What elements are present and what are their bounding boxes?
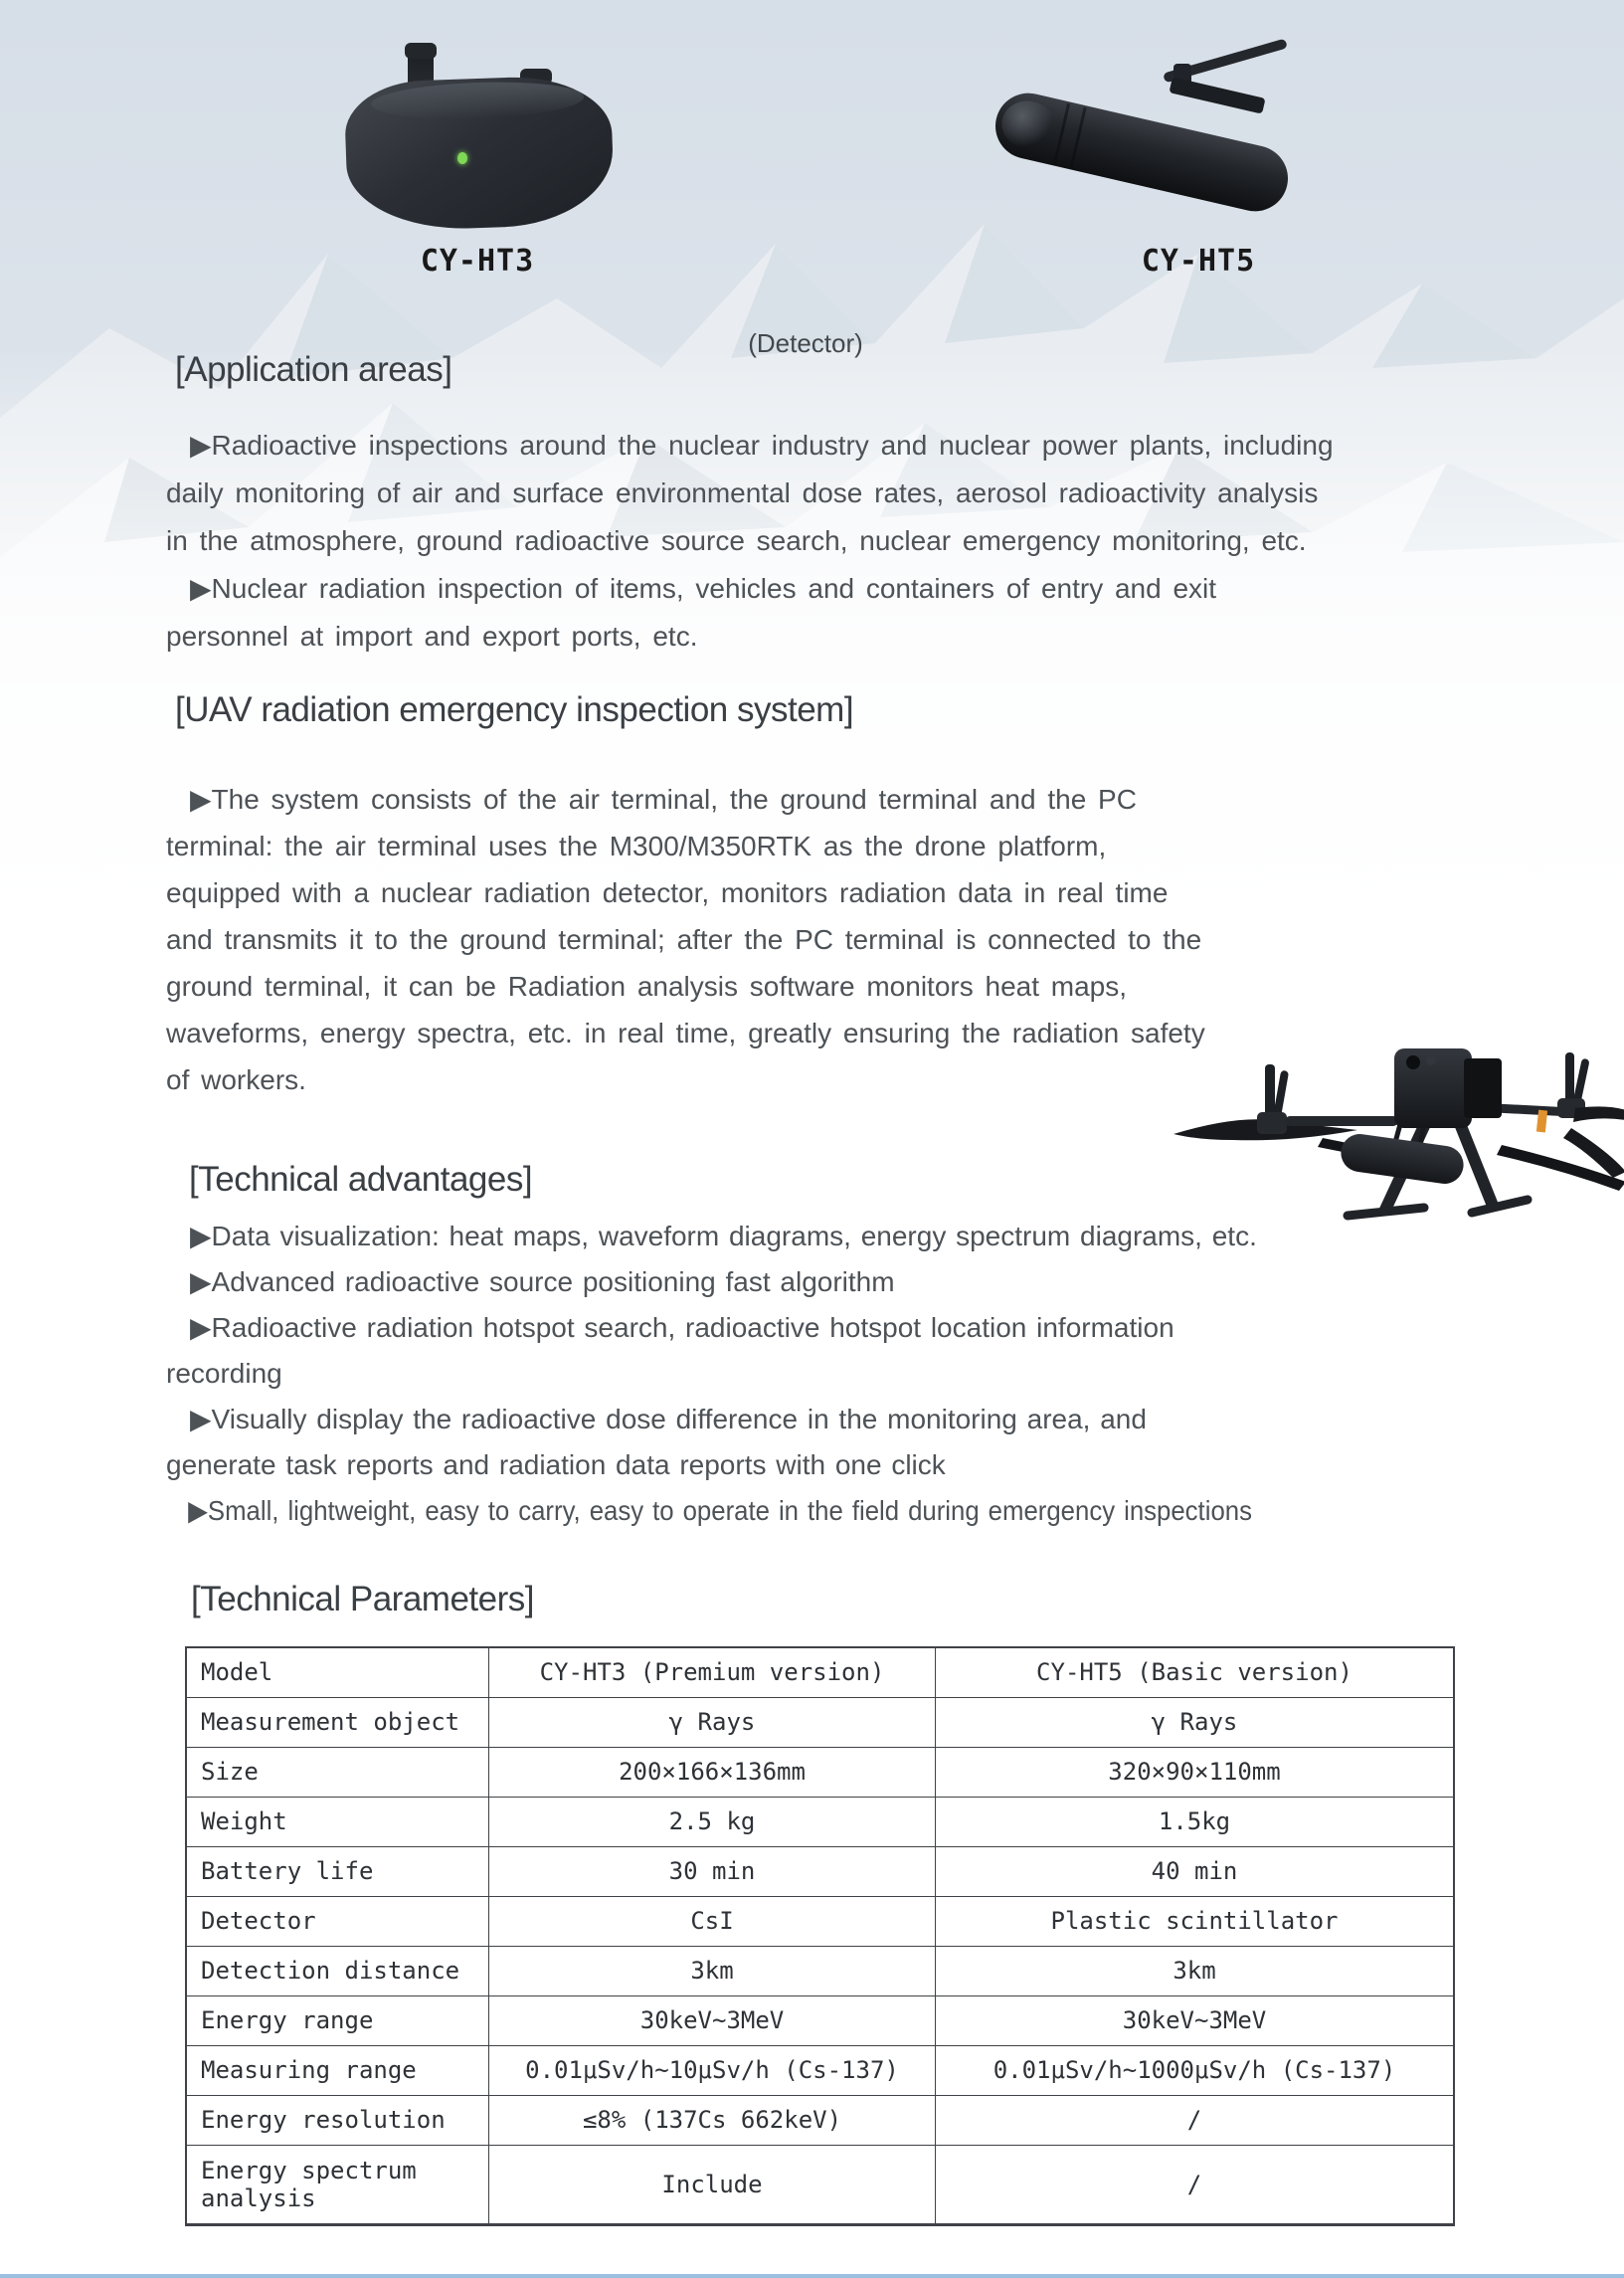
text-line: ▶Small, lightweight, easy to carry, easy to operate in the field during emergency inspections: [188, 1495, 1252, 1526]
text-line: and transmits it to the ground terminal; after the PC terminal is connected to the: [166, 924, 1202, 955]
text-line: ▶Nuclear radiation inspection of items, vehicles and containers of entry and exit: [190, 573, 1217, 604]
param-label: Measurement object: [186, 1697, 489, 1747]
text-line: terminal: the air terminal uses the M300/M350RTK as the drone platform,: [166, 831, 1107, 861]
text-line: ▶Radioactive radiation hotspot search, radioactive hotspot location information: [190, 1312, 1174, 1343]
table-body: [186, 1647, 1454, 2224]
text-line: ground terminal, it can be Radiation analysis software monitors heat maps,: [166, 971, 1128, 1002]
ht5-value: Plastic scintillator: [936, 1896, 1455, 1946]
cy-ht3-product-image: [346, 45, 613, 229]
technical-advantages-heading: [Technical advantages]: [189, 1160, 533, 1199]
ht5-value: 0.01μSv/h~1000μSv/h (Cs-137): [936, 2045, 1455, 2095]
text-line: ▶Data visualization: heat maps, waveform diagrams, energy spectrum diagrams, etc.: [190, 1221, 1257, 1251]
detector-note: (Detector): [748, 328, 863, 358]
table-row: [186, 1846, 1454, 1896]
table-row: [186, 2145, 1454, 2224]
table-row: [186, 1747, 1454, 1797]
technical-advantages-text: [166, 1214, 1347, 1534]
param-label: Energy spectrum analysis: [186, 2145, 489, 2224]
param-label: Detector: [186, 1896, 489, 1946]
text-line: recording: [166, 1358, 282, 1389]
ht5-value: 320×90×110mm: [936, 1747, 1455, 1797]
table-row: [186, 1995, 1454, 2045]
ht5-value: /: [936, 2095, 1455, 2145]
ht5-value: 40 min: [936, 1846, 1455, 1896]
uav-system-heading: [UAV radiation emergency inspection system]: [175, 690, 854, 729]
param-label: Size: [186, 1747, 489, 1797]
uav-system-text: [166, 776, 1205, 1103]
page-bottom-accent: [0, 2274, 1624, 2278]
application-areas-heading: [Application areas]: [175, 350, 452, 389]
param-label: Battery life: [186, 1846, 489, 1896]
param-label: Measuring range: [186, 2045, 489, 2095]
cy-ht5-label: CY-HT5: [1141, 244, 1256, 279]
text-line: of workers.: [166, 1064, 306, 1095]
text-line: equipped with a nuclear radiation detector, monitors radiation data in real time: [166, 877, 1169, 908]
ht5-value: /: [936, 2145, 1455, 2224]
detector-body: [343, 74, 615, 232]
table-row: [186, 1647, 1454, 1697]
ht5-value: 3km: [936, 1946, 1455, 1995]
ht3-value: γ Rays: [489, 1697, 936, 1747]
ht5-value: 30keV~3MeV: [936, 1995, 1455, 2045]
text-line: waveforms, energy spectra, etc. in real time, greatly ensuring the radiation safety: [166, 1018, 1205, 1048]
uav-drone-image: [1173, 1013, 1624, 1246]
application-areas-text: [166, 422, 1334, 661]
param-label: Detection distance: [186, 1946, 489, 1995]
ht3-value: 200×166×136mm: [489, 1747, 936, 1797]
ht3-value: CsI: [489, 1896, 936, 1946]
ht5-value: 1.5kg: [936, 1797, 1455, 1846]
cy-ht5-product-image: [985, 48, 1323, 242]
table-row: [186, 1896, 1454, 1946]
text-line: in the atmosphere, ground radioactive source search, nuclear emergency monitoring, etc.: [166, 525, 1307, 556]
text-line: ▶The system consists of the air terminal, the ground terminal and the PC: [190, 784, 1137, 815]
text-line: generate task reports and radiation data reports with one click: [166, 1449, 946, 1480]
param-label: Model: [186, 1647, 489, 1697]
ht3-value: CY-HT3 (Premium version): [489, 1647, 936, 1697]
ht3-value: 2.5 kg: [489, 1797, 936, 1846]
param-label: Energy range: [186, 1995, 489, 2045]
text-line: ▶Visually display the radioactive dose difference in the monitoring area, and: [190, 1404, 1147, 1434]
table-row: [186, 2095, 1454, 2145]
ht3-value: 0.01μSv/h~10μSv/h (Cs-137): [489, 2045, 936, 2095]
table-row: [186, 2045, 1454, 2095]
technical-parameters-heading: [Technical Parameters]: [191, 1580, 534, 1618]
table-row: [186, 1697, 1454, 1747]
ht3-value: Include: [489, 2145, 936, 2224]
ht5-value: γ Rays: [936, 1697, 1455, 1747]
technical-parameters-table: [185, 1646, 1455, 2226]
ht3-value: 30 min: [489, 1846, 936, 1896]
ht3-value: 30keV~3MeV: [489, 1995, 936, 2045]
text-line: daily monitoring of air and surface environmental dose rates, aerosol radioactivity analysis: [166, 477, 1319, 508]
text-line: ▶Advanced radioactive source positioning fast algorithm: [190, 1266, 895, 1297]
param-label: Energy resolution: [186, 2095, 489, 2145]
table-row: [186, 1797, 1454, 1846]
ht5-value: CY-HT5 (Basic version): [936, 1647, 1455, 1697]
mount-bracket: [1169, 77, 1265, 113]
text-line: ▶Radioactive inspections around the nuclear industry and nuclear power plants, including: [190, 430, 1334, 461]
status-led: [457, 152, 467, 164]
text-line: personnel at import and export ports, etc.: [166, 621, 698, 652]
ht3-value: ≤8% (137Cs 662keV): [489, 2095, 936, 2145]
cy-ht3-label: CY-HT3: [420, 244, 535, 279]
ht3-value: 3km: [489, 1946, 936, 1995]
table-row: [186, 1946, 1454, 1995]
param-label: Weight: [186, 1797, 489, 1846]
